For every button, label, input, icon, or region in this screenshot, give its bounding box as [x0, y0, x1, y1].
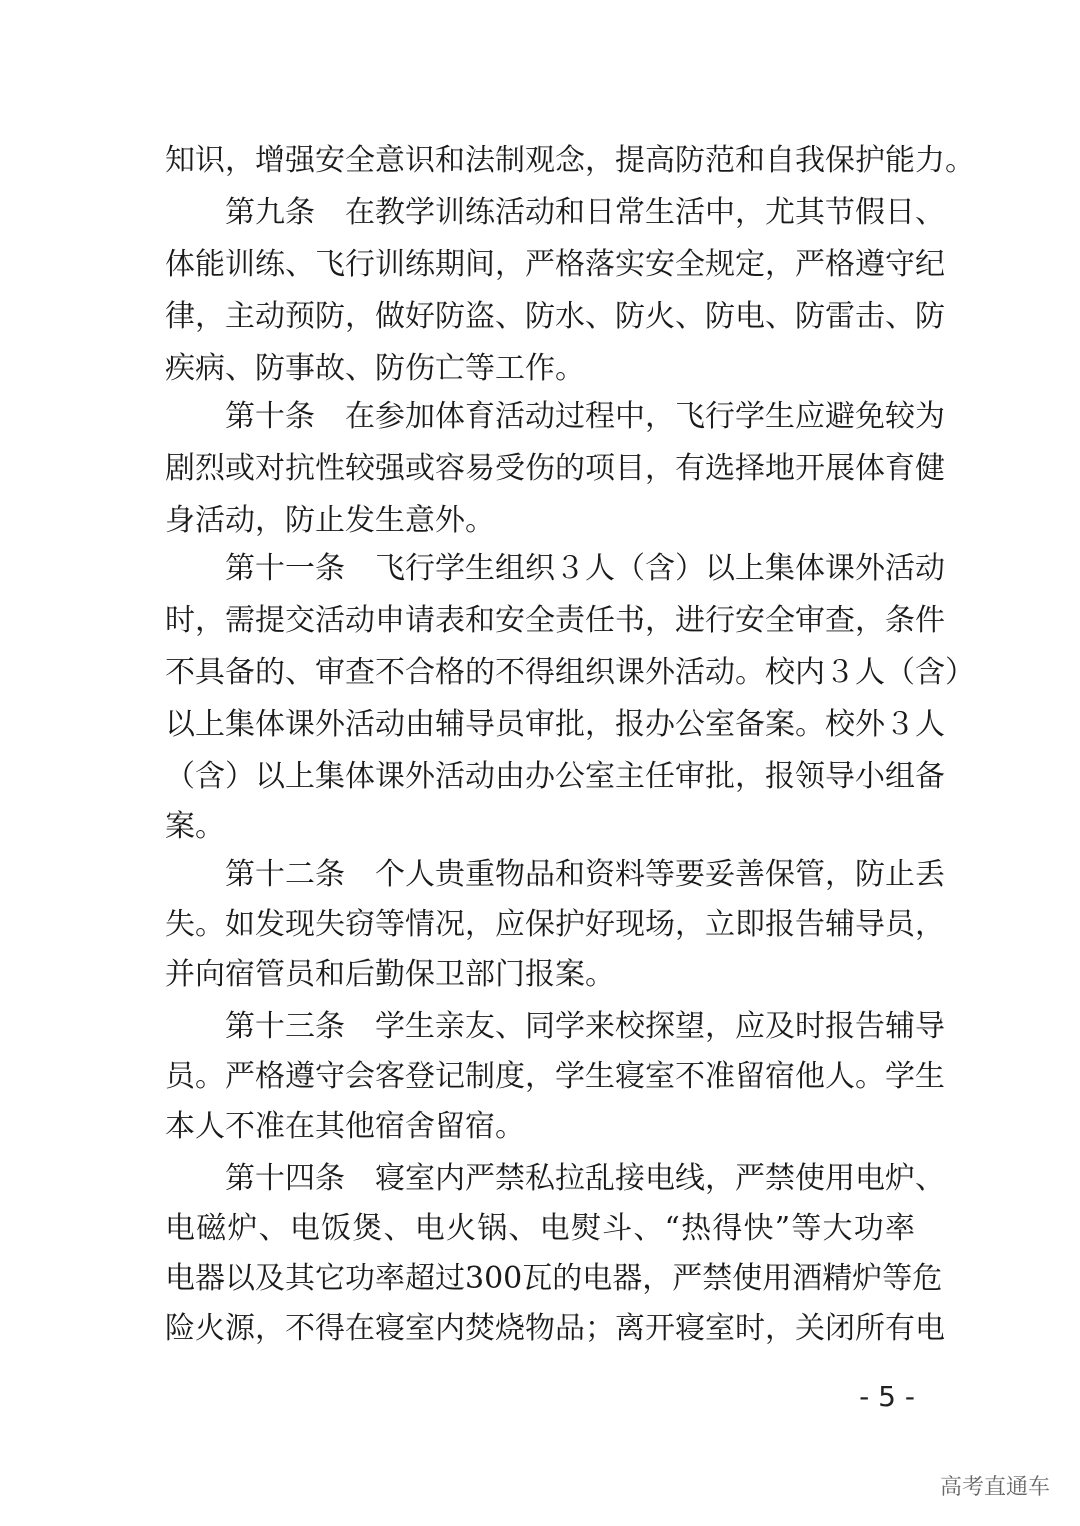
article-9-heading-line: 第九条 在教学训练活动和日常生活中，尤其节假日、 — [225, 195, 945, 230]
text-line: 员。严格遵守会客登记制度，学生寝室不准留宿他人。学生 — [165, 1059, 945, 1094]
text-line: 电磁炉、电饭煲、电火锅、电熨斗、“热得快”等大功率 — [165, 1211, 915, 1246]
text-line: 险火源，不得在寝室内焚烧物品；离开寝室时，关闭所有电 — [165, 1311, 945, 1346]
text-line: 以上集体课外活动由辅导员审批，报办公室备案。校外３人 — [165, 707, 945, 742]
text-line: 时，需提交活动申请表和安全责任书，进行安全审查，条件 — [165, 603, 945, 638]
article-11-heading-line: 第十一条 飞行学生组织３人（含）以上集体课外活动 — [225, 551, 945, 586]
text-line: 电器以及其它功率超过300瓦的电器，严禁使用酒精炉等危 — [165, 1261, 943, 1296]
text-line: 知识，增强安全意识和法制观念，提高防范和自我保护能力。 — [165, 143, 975, 178]
text-line: 案。 — [165, 809, 225, 844]
article-14-heading-line: 第十四条 寝室内严禁私拉乱接电线，严禁使用电炉、 — [225, 1161, 945, 1196]
text-line: 疾病、防事故、防伤亡等工作。 — [165, 351, 585, 386]
text-line: 身活动，防止发生意外。 — [165, 503, 495, 538]
text-line: 剧烈或对抗性较强或容易受伤的项目，有选择地开展体育健 — [165, 451, 945, 486]
text-line: 失。如发现失窃等情况，应保护好现场，立即报告辅导员， — [165, 907, 945, 942]
text-line: 并向宿管员和后勤保卫部门报案。 — [165, 957, 615, 992]
text-line: 律，主动预防，做好防盗、防水、防火、防电、防雷击、防 — [165, 299, 945, 334]
watermark: 高考直通车 — [939, 1475, 1050, 1500]
page-number: - 5 - — [859, 1380, 915, 1413]
text-line: 本人不准在其他宿舍留宿。 — [165, 1109, 525, 1144]
article-12-heading-line: 第十二条 个人贵重物品和资料等要妥善保管，防止丢 — [225, 857, 945, 892]
article-10-heading-line: 第十条 在参加体育活动过程中，飞行学生应避免较为 — [225, 399, 945, 434]
article-13-heading-line: 第十三条 学生亲友、同学来校探望，应及时报告辅导 — [225, 1009, 945, 1044]
text-line: （含）以上集体课外活动由办公室主任审批，报领导小组备 — [165, 759, 945, 794]
text-line: 不具备的、审查不合格的不得组织课外活动。校内３人（含） — [165, 655, 975, 690]
text-line: 体能训练、飞行训练期间，严格落实安全规定，严格遵守纪 — [165, 247, 945, 282]
